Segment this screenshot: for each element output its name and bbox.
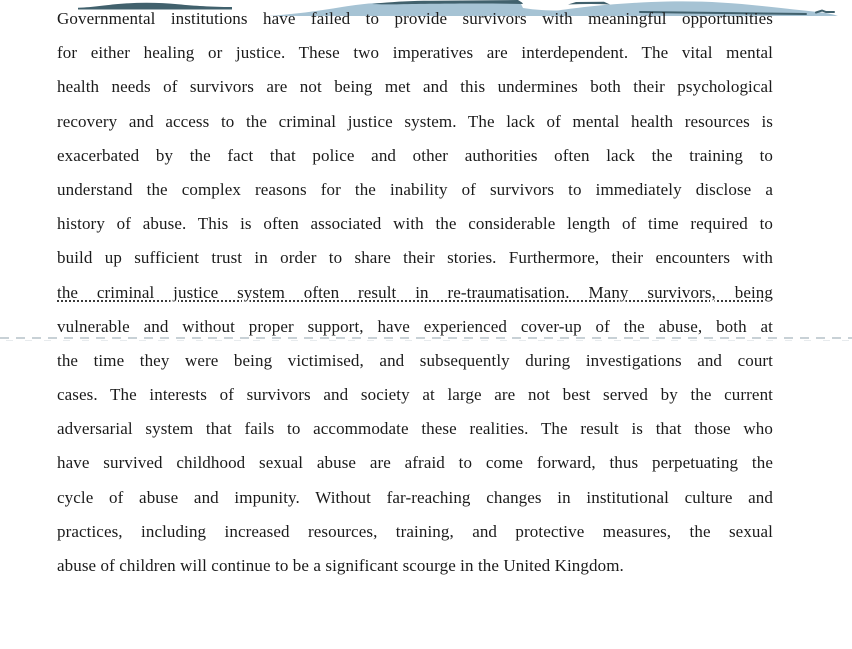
text-line: practices, including increased resources, training, and protective measures, the sexual xyxy=(57,521,773,541)
text-line: vulnerable and without proper support, have experienced cover-up of the abuse, both at xyxy=(57,316,773,336)
chart-line-end-tick xyxy=(816,11,834,13)
text-line: adversarial system that fails to accommodate these realities. The result is that those who xyxy=(57,419,773,439)
body-paragraph xyxy=(57,2,773,583)
text-line: cycle of abuse and impunity. Without far-reaching changes in institutional culture and xyxy=(57,487,773,507)
text-line: Governmental institutions have failed to provide survivors with meaningful opportunities xyxy=(57,9,773,28)
text-line: history of abuse. This is often associated with the considerable length of time required to xyxy=(57,214,773,234)
text-line: understand the complex reasons for the inability of survivors to immediately disclose a xyxy=(57,179,773,199)
text-line-dotted-underline: the criminal justice system often result in re-traumatisation. Many survivors, being xyxy=(57,282,773,302)
text-line: abuse of children will continue to be a significant scourge in the United Kingdom. xyxy=(57,556,624,575)
text-line: the time they were being victimised, and subsequently during investigations and court xyxy=(57,350,773,370)
text-line: recovery and access to the criminal justice system. The lack of mental health resources is xyxy=(57,111,773,131)
text-line: have survived childhood sexual abuse are afraid to come forward, thus perpetuating the xyxy=(57,453,773,473)
text-line: build up sufficient trust in order to share their stories. Furthermore, their encounters with xyxy=(57,248,773,268)
text-line: health needs of survivors are not being met and this undermines both their psychological xyxy=(57,77,773,97)
text-line: exacerbated by the fact that police and other authorities often lack the training to xyxy=(57,145,773,165)
text-line: cases. The interests of survivors and society at large are not best served by the current xyxy=(57,385,773,405)
text-line: for either healing or justice. These two imperatives are interdependent. The vital mental xyxy=(57,43,773,63)
